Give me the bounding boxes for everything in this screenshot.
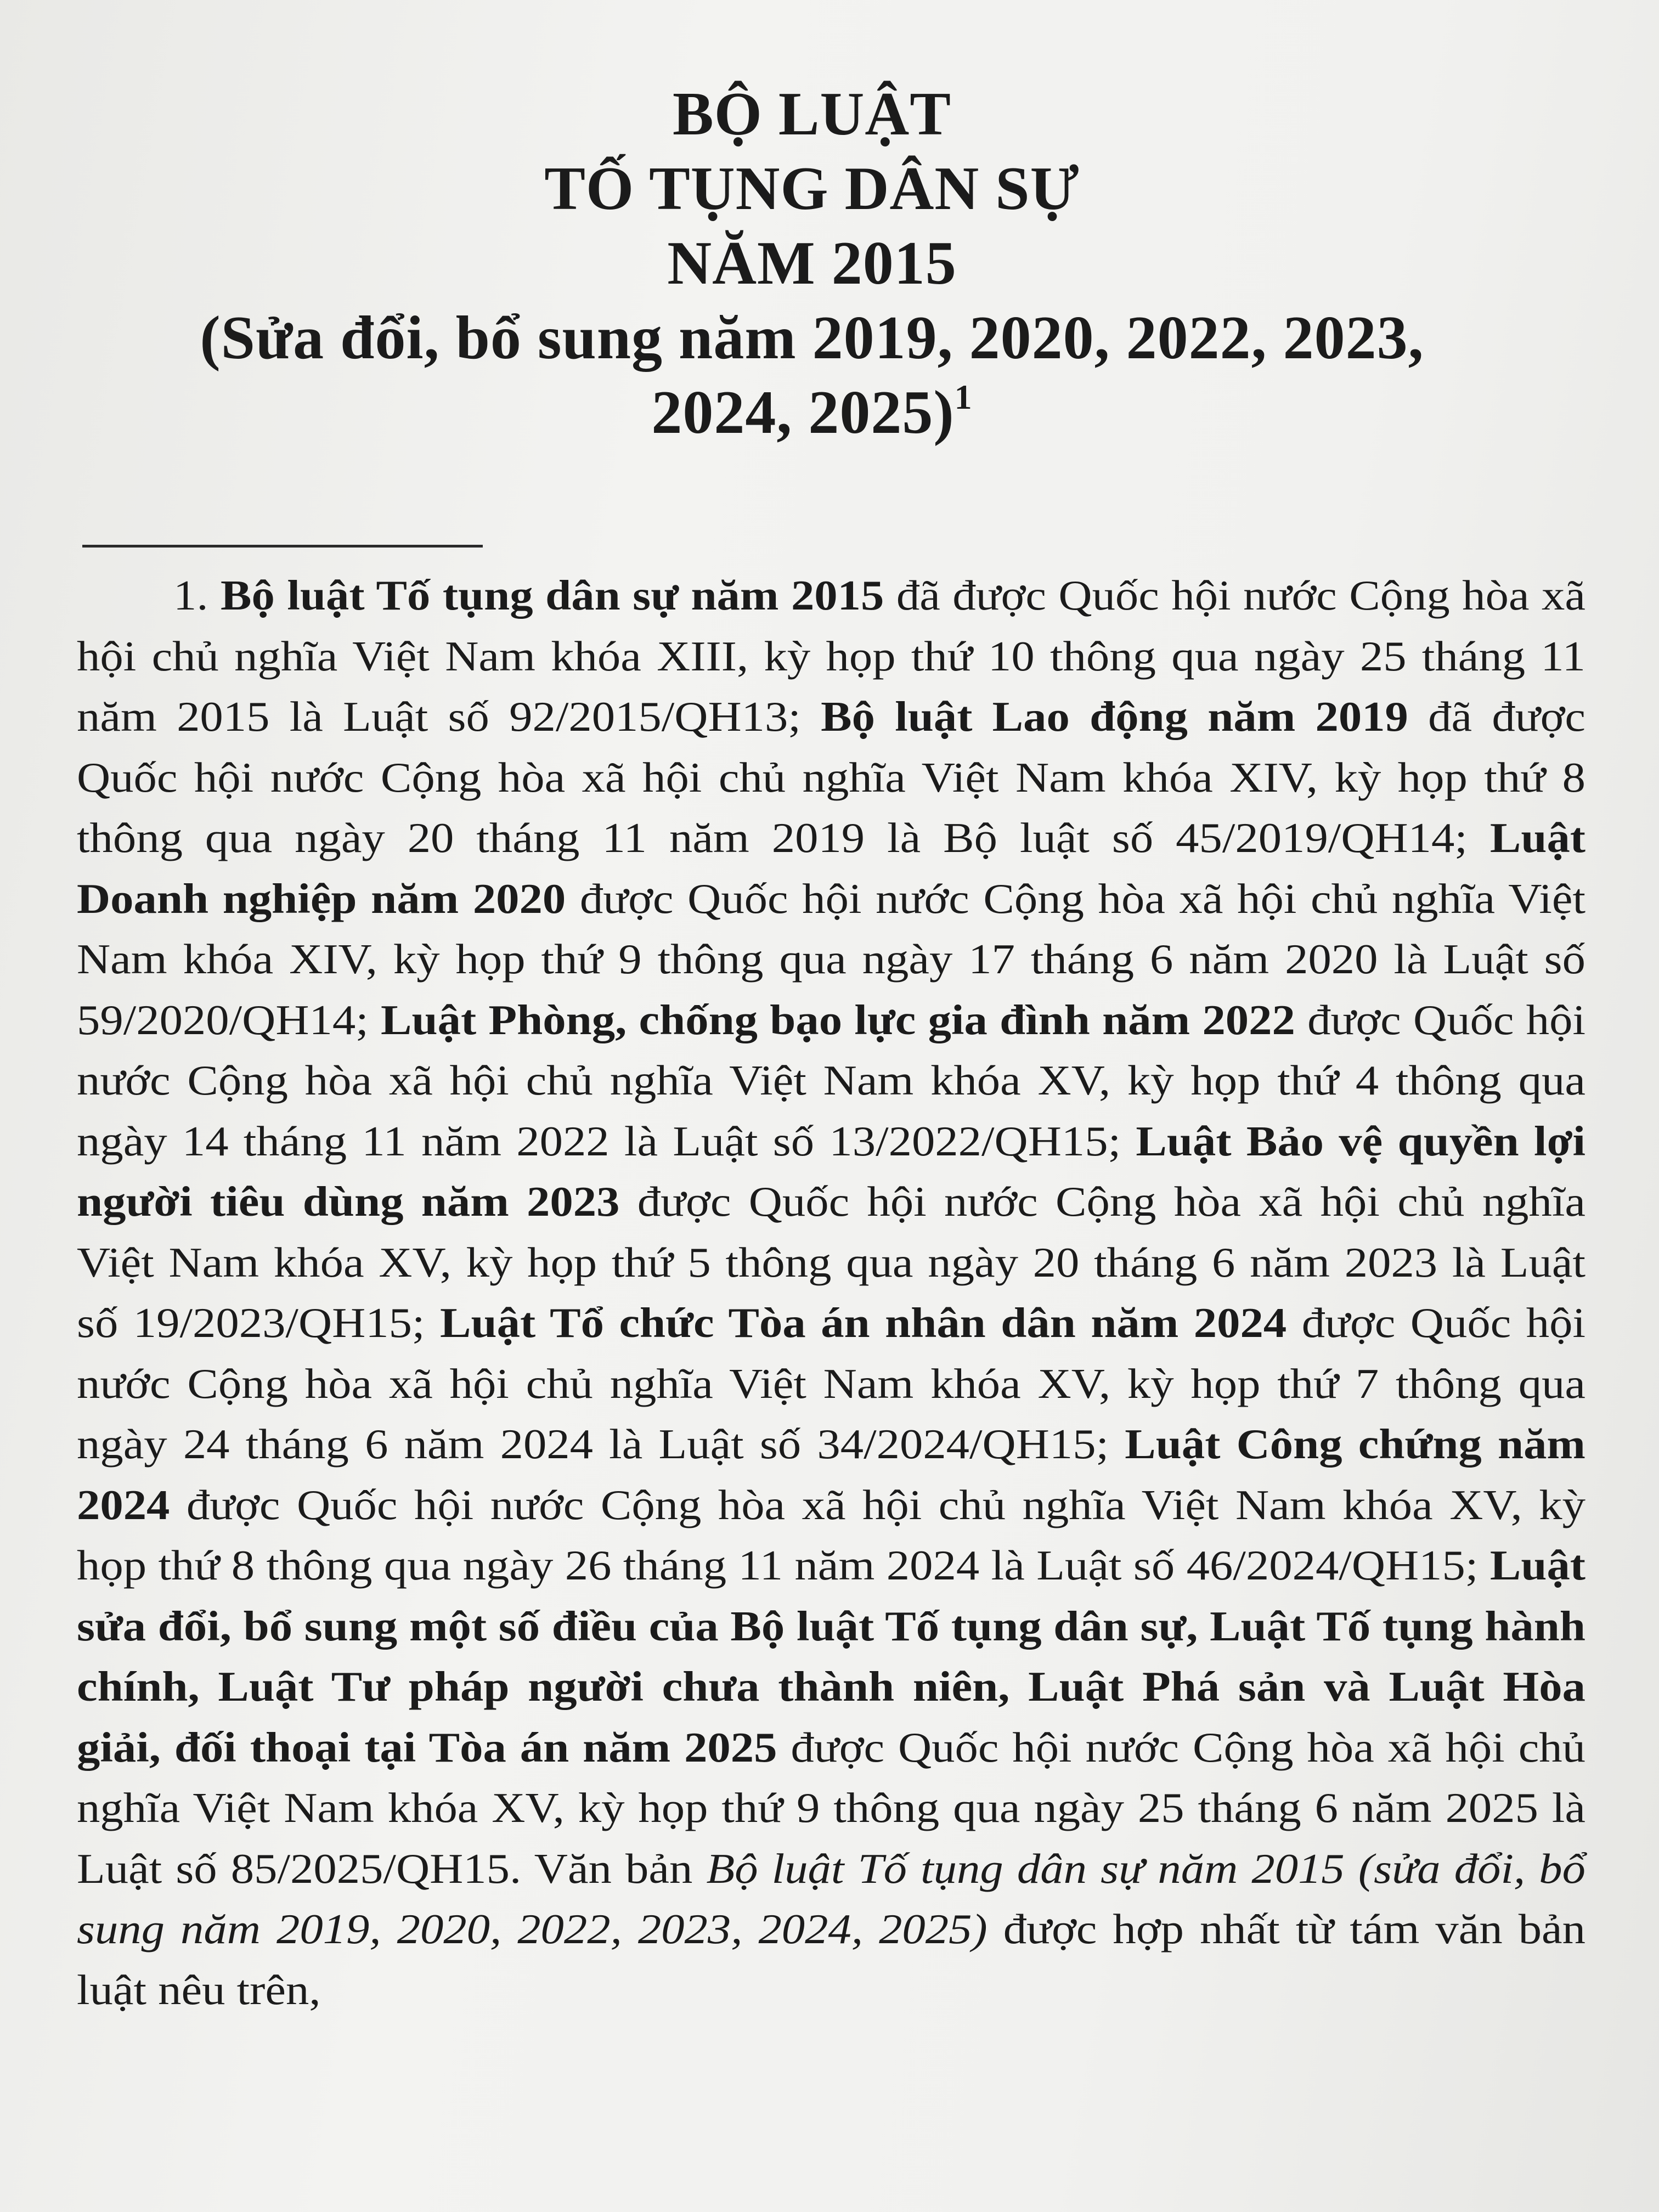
- footnote-paragraph: [77, 565, 1585, 2020]
- title-line-1: BỘ LUẬT: [673, 80, 951, 148]
- title-line-3: NĂM 2015: [667, 229, 957, 297]
- title-line-5-text: 2024, 2025): [651, 379, 955, 447]
- footnote-segment-bold: Bộ luật Lao động năm 2019: [821, 693, 1408, 740]
- title-line-4: (Sửa đổi, bổ sung năm 2019, 2020, 2022, 2023,: [200, 304, 1424, 372]
- footnote-segment-normal: được Quốc hội nước Cộng hòa xã hội chủ nghĩa Việt Nam khóa XV, kỳ họp thứ 4 thông qua ngày 14 tháng 11 năm 2022 là Luật số 13/2022/QH15;: [77, 996, 1585, 1165]
- footnote-segment-normal: đã được Quốc hội nước Cộng hòa xã hội chủ nghĩa Việt Nam khóa XIII, kỳ họp thứ 10 thông qua ngày 25 tháng 11 năm 2015 là Luật số 92/2015/QH13;: [77, 572, 1585, 740]
- footnote-segment-italic: Bộ luật Tố tụng dân sự năm 2015 (sửa đổi, bổ sung năm 2019, 2020, 2022, 2023, 2024, 2025): [77, 1844, 1585, 1953]
- title-line-2: TỐ TỤNG DÂN SỰ: [544, 155, 1080, 223]
- footnote-number: 1.: [173, 572, 208, 619]
- footnote-segment-bold: Luật Bảo vệ quyền lợi người tiêu dùng năm 2023: [77, 1117, 1585, 1225]
- footnote-segment-bold: Luật Phòng, chống bạo lực gia đình năm 2022: [381, 996, 1295, 1043]
- footnote-segment-bold: Luật Doanh nghiệp năm 2020: [77, 814, 1585, 922]
- document-title: [0, 77, 1624, 450]
- footnote-segment-normal: được Quốc hội nước Cộng hòa xã hội chủ nghĩa Việt Nam khóa XIV, kỳ họp thứ 9 thông qua ngày 17 tháng 6 năm 2020 là Luật số 59/2020/QH14;: [77, 874, 1585, 1043]
- footnote-segment-normal: được Quốc hội nước Cộng hòa xã hội chủ nghĩa Việt Nam khóa XV, kỳ họp thứ 8 thông qua ngày 26 tháng 11 năm 2024 là Luật số 46/2024/QH15;: [77, 1481, 1586, 1589]
- footnote-marker: 1: [954, 377, 973, 416]
- footnote-segment-normal: được Quốc hội nước Cộng hòa xã hội chủ nghĩa Việt Nam khóa XV, kỳ họp thứ 9 thông qua ngày 25 tháng 6 năm 2025 là Luật số 85/2025/QH15. Văn bản: [77, 1723, 1586, 1892]
- footnote-segment-bold: Luật sửa đổi, bổ sung một số điều của Bộ luật Tố tụng dân sự, Luật Tố tụng hành chính, Luật Tư pháp người chưa thành niên, Luật Phá sản và Luật Hòa giải, đối thoại tại Tòa án năm 2025: [77, 1542, 1585, 1771]
- footnote-segment-bold: Luật Công chứng năm 2024: [77, 1420, 1585, 1528]
- footnote-segment-normal: được Quốc hội nước Cộng hòa xã hội chủ nghĩa Việt Nam khóa XV, kỳ họp thứ 5 thông qua ngày 20 tháng 6 năm 2023 là Luật số 19/2023/QH15;: [77, 1178, 1585, 1346]
- title-line-5: [0, 375, 1624, 450]
- footnote-segment-bold: Bộ luật Tố tụng dân sự năm 2015: [221, 572, 884, 619]
- footnote-segment-bold: Luật Tổ chức Tòa án nhân dân năm 2024: [440, 1299, 1287, 1346]
- footnote-segment-normal: được hợp nhất từ tám văn bản luật nêu trên,: [77, 1905, 1586, 2013]
- footnote-separator: [82, 545, 483, 548]
- footnote-segment-normal: được Quốc hội nước Cộng hòa xã hội chủ nghĩa Việt Nam khóa XV, kỳ họp thứ 7 thông qua ngày 24 tháng 6 năm 2024 là Luật số 34/2024/QH15;: [77, 1299, 1585, 1468]
- footnote-segment-normal: đã được Quốc hội nước Cộng hòa xã hội chủ nghĩa Việt Nam khóa XIV, kỳ họp thứ 8 thông qua ngày 20 tháng 11 năm 2019 là Bộ luật số 45/2019/QH14;: [77, 693, 1585, 861]
